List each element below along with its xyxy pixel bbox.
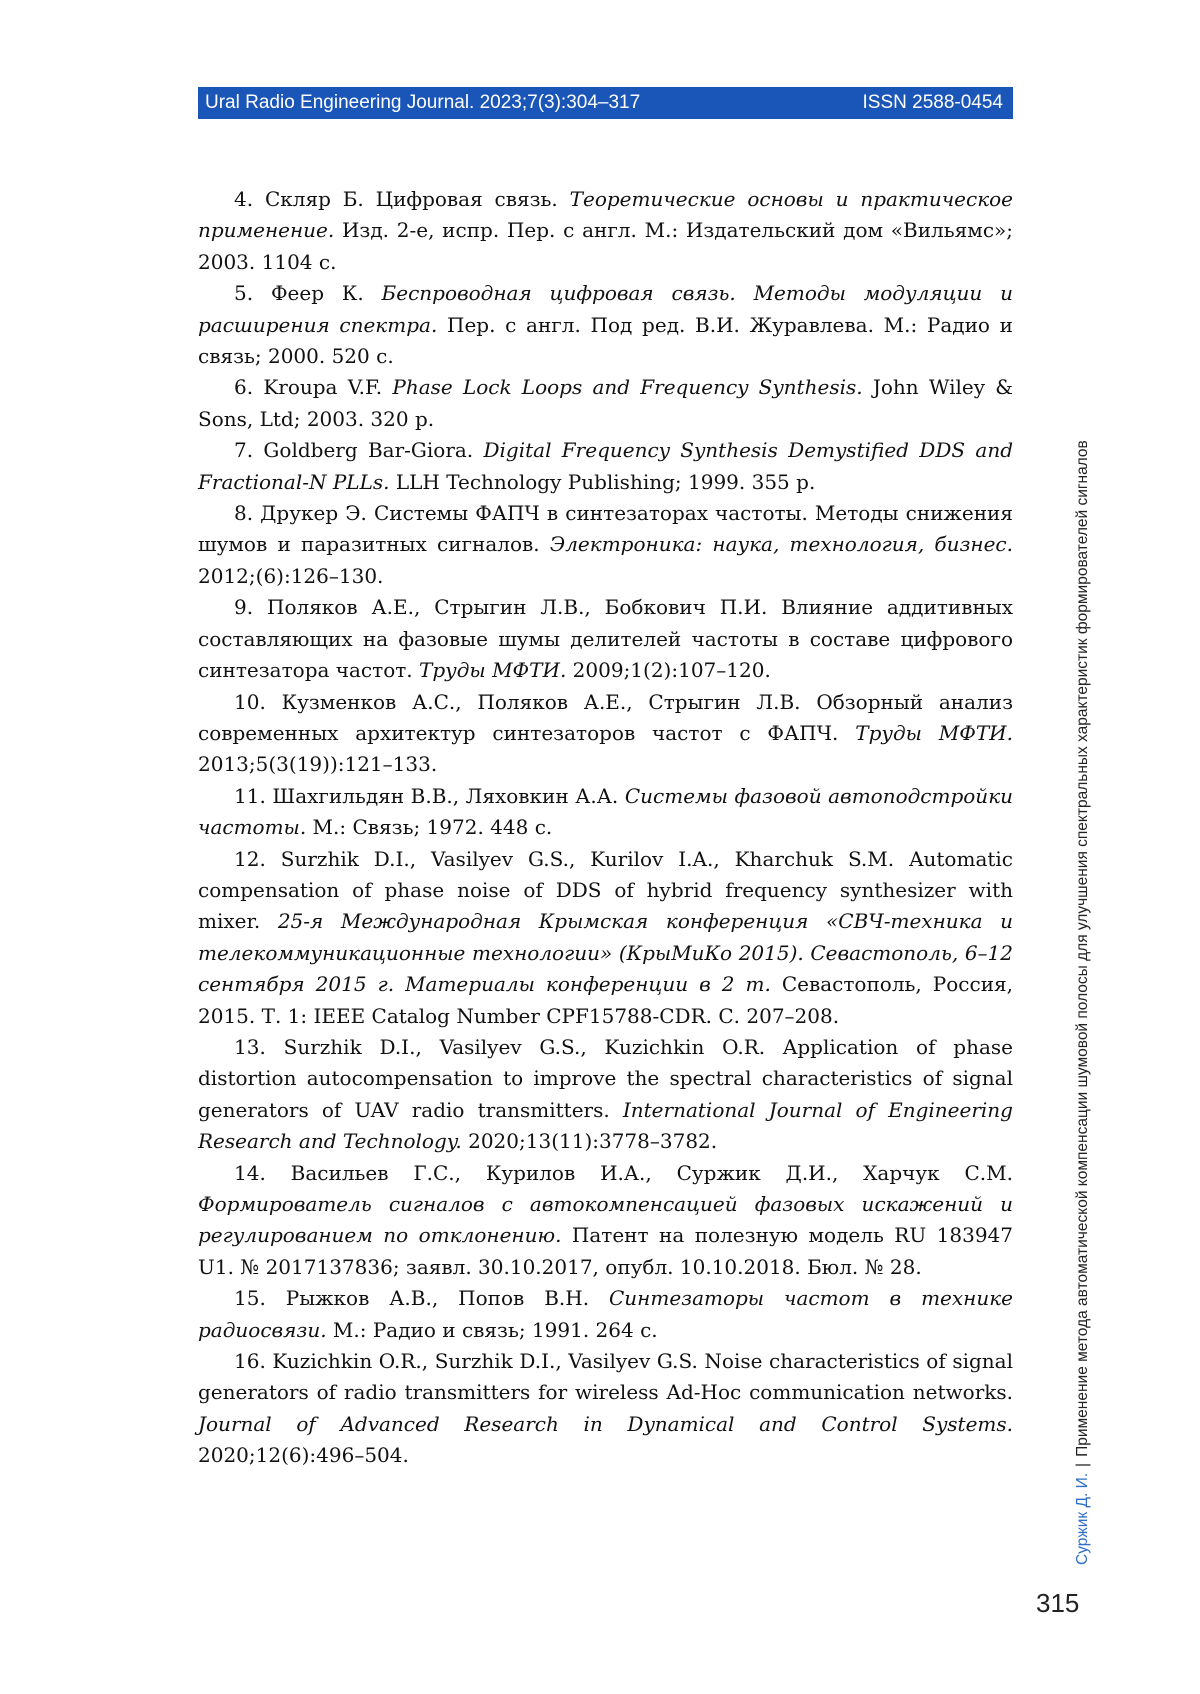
reference-item xyxy=(198,184,1013,278)
reference-item xyxy=(198,592,1013,686)
journal-header-bar xyxy=(198,87,1013,119)
reference-source: Journal of Advanced Research in Dynamical and Control Systems. xyxy=(198,1412,1013,1436)
reference-item xyxy=(198,781,1013,844)
reference-source: Phase Lock Loops and Frequency Synthesis. xyxy=(392,375,862,399)
reference-item xyxy=(198,435,1013,498)
reference-item xyxy=(198,1283,1013,1346)
reference-details: 2012;(6):126–130. xyxy=(198,564,383,588)
reference-source: Труды МФТИ. xyxy=(419,658,566,682)
reference-details: Севастополь, Россия, 2015. Т. 1: IEEE Catalog Number CPF15788-CDR. С. 207–208. xyxy=(198,972,1013,1027)
page-number: 315 xyxy=(1036,1588,1079,1619)
issn: ISSN 2588-0454 xyxy=(863,92,1004,114)
reference-text: Шахгильдян В.В., Ляховкин А.А. xyxy=(272,784,624,808)
reference-number: 8. xyxy=(234,501,253,525)
reference-details: Патент на полезную модель RU 183947 U1. № 2017137836; заявл. 30.10.2017, опубл. 10.10.2018. Бюл. № 28. xyxy=(198,1223,1013,1278)
reference-number: 16. xyxy=(234,1349,266,1373)
reference-item xyxy=(198,372,1013,435)
reference-details: 2020;12(6):496–504. xyxy=(198,1443,409,1467)
reference-source: 25-я Международная Крымская конференция «СВЧ-техника и телекоммуникационные технологии» (КрыМиКо 2015). Севастополь, 6–12 сентября 2015 г. Материалы конференции в 2 т. xyxy=(198,909,1013,996)
reference-text: Кузменков А.С., Поляков А.Е., Стрыгин Л.В. Обзорный анализ современных архитектур синтезаторов частот с ФАПЧ. xyxy=(198,690,1013,745)
reference-number: 7. xyxy=(234,438,253,462)
reference-text: Surzhik D.I., Vasilyev G.S., Kurilov I.A., Kharchuk S.M. Automatic compensation of phase noise of DDS of hybrid frequency synthesizer with mixer. xyxy=(198,847,1013,934)
reference-number: 6. xyxy=(234,375,253,399)
reference-number: 11. xyxy=(234,784,266,808)
reference-text: Васильев Г.С., Курилов И.А., Суржик Д.И., Харчук С.М. xyxy=(291,1161,1013,1185)
reference-text: Рыжков А.В., Попов В.Н. xyxy=(286,1286,609,1310)
running-title xyxy=(1073,440,1093,1565)
reference-source: Формирователь сигналов с автокомпенсацией фазовых искажений и регулированием по отклонению. xyxy=(198,1192,1013,1247)
reference-source: Синтезаторы частот в технике радиосвязи. xyxy=(198,1286,1013,1341)
reference-text: Goldberg Bar-Giora. xyxy=(263,438,483,462)
reference-text: Surzhik D.I., Vasilyev G.S., Kuzichkin O.R. Application of phase distortion autocompensation to improve the spectral characteristics of signal generators of UAV radio transmitters. xyxy=(198,1035,1013,1122)
reference-item xyxy=(198,844,1013,1032)
reference-source: Электроника: наука, технология, бизнес. xyxy=(550,532,1013,556)
reference-list xyxy=(198,184,1013,1472)
reference-item xyxy=(198,498,1013,592)
reference-text: Феер К. xyxy=(271,281,382,305)
reference-item xyxy=(198,687,1013,781)
reference-details: М.: Радио и связь; 1991. 264 с. xyxy=(327,1318,658,1342)
reference-details: Пер. с англ. Под ред. В.И. Журавлева. М.: Радио и связь; 2000. 520 с. xyxy=(198,313,1013,368)
reference-number: 9. xyxy=(234,595,253,619)
reference-number: 12. xyxy=(234,847,266,871)
reference-number: 4. xyxy=(234,187,253,211)
reference-item xyxy=(198,1346,1013,1472)
reference-source: Беспроводная цифровая связь. Методы модуляции и расширения спектра. xyxy=(198,281,1013,336)
reference-number: 10. xyxy=(234,690,266,714)
reference-text: Друкер Э. Системы ФАПЧ в синтезаторах частоты. Методы снижения шумов и паразитных сигналов. xyxy=(198,501,1013,556)
reference-details: 2013;5(3(19)):121–133. xyxy=(198,752,437,776)
reference-details: Изд. 2-е, испр. Пер. с англ. М.: Издательский дом «Вильямс»; 2003. 1104 с. xyxy=(198,218,1013,273)
reference-source: Системы фазовой автоподстройки частоты. xyxy=(198,784,1013,839)
reference-number: 5. xyxy=(234,281,253,305)
reference-source: Труды МФТИ. xyxy=(855,721,1013,745)
running-title-text: Применение метода автоматической компенсации шумовой полосы для улучшения спектральных характеристик формирователей сигналов xyxy=(1074,440,1091,1457)
reference-text: Kroupa V.F. xyxy=(263,375,392,399)
journal-citation: Ural Radio Engineering Journal. 2023;7(3):304–317 xyxy=(205,92,640,114)
reference-text: Поляков А.Е., Стрыгин Л.В., Бобкович П.И. Влияние аддитивных составляющих на фазовые шумы делителей частоты в составе цифрового синтезатора частот. xyxy=(198,595,1013,682)
reference-text: Kuzichkin O.R., Surzhik D.I., Vasilyev G.S. Noise characteristics of signal generators of radio transmitters for wireless Ad-Hoc communication networks. xyxy=(198,1349,1013,1404)
reference-source: Digital Frequency Synthesis Demystified DDS and Fractional-N PLLs. xyxy=(198,438,1013,493)
running-title-separator: | xyxy=(1074,1463,1091,1467)
reference-number: 13. xyxy=(234,1035,266,1059)
reference-source: International Journal of Engineering Research and Technology. xyxy=(198,1098,1013,1153)
reference-item xyxy=(198,278,1013,372)
reference-details: 2009;1(2):107–120. xyxy=(566,658,771,682)
reference-number: 15. xyxy=(234,1286,266,1310)
reference-item xyxy=(198,1158,1013,1284)
reference-details: John Wiley & Sons, Ltd; 2003. 320 p. xyxy=(198,375,1013,430)
reference-item xyxy=(198,1032,1013,1158)
running-title-author: Суржик Д. И. xyxy=(1074,1473,1091,1565)
reference-number: 14. xyxy=(234,1161,266,1185)
reference-details: М.: Связь; 1972. 448 с. xyxy=(306,815,552,839)
reference-details: LLH Technology Publishing; 1999. 355 p. xyxy=(390,470,816,494)
reference-details: 2020;13(11):3778–3782. xyxy=(462,1129,717,1153)
reference-source: Теоретические основы и практическое применение. xyxy=(198,187,1013,242)
reference-text: Скляр Б. Цифровая связь. xyxy=(265,187,570,211)
